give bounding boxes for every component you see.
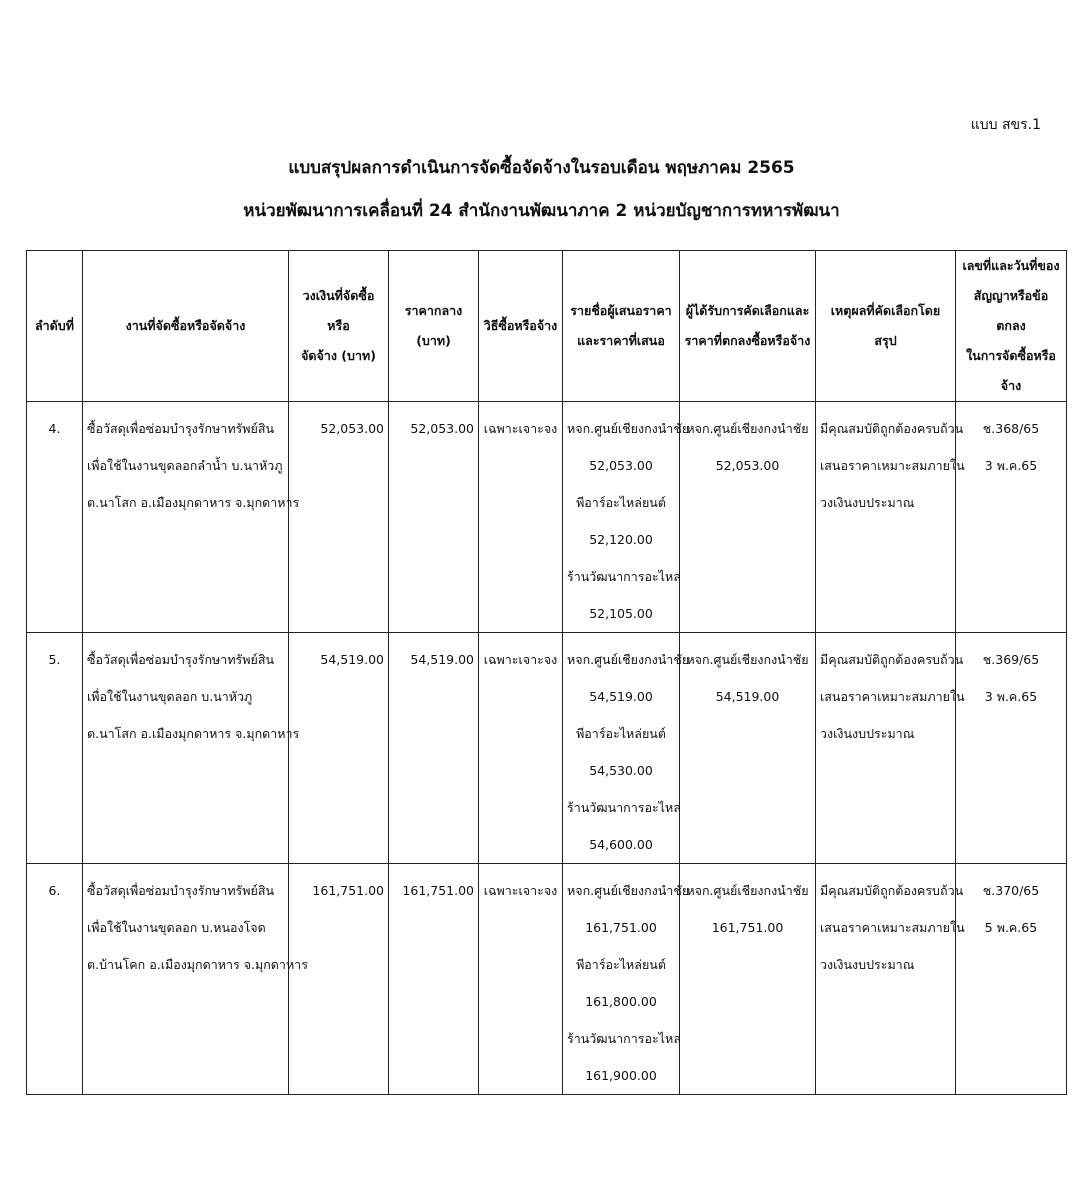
cell-median-price-text: 161,751.00 (402, 883, 474, 898)
cell-reason-text: เสนอราคาเหมาะสมภายใน (820, 458, 965, 473)
cell-contract-text: 3 พ.ค.65 (984, 458, 1038, 473)
cell-bidders-text: พีอาร์อะไหล่ยนต์ (576, 495, 666, 510)
header-no (27, 251, 83, 402)
table-row (27, 402, 1067, 633)
procurement-table (26, 250, 1067, 1095)
header-text: งานที่จัดซื้อหรือจัดจ้าง (125, 318, 246, 333)
cell-contract (956, 402, 1067, 633)
header-text: สัญญาหรือข้อตกลง (973, 288, 1049, 333)
cell-method-text: เฉพาะเจาะจง (483, 652, 558, 667)
header-reason (816, 251, 956, 402)
cell-bidders-text: หจก.ศูนย์เชียงกงนำชัย (567, 652, 690, 667)
header-budget (289, 251, 389, 402)
cell-reason (816, 633, 965, 864)
header-text: จัดจ้าง (บาท) (301, 348, 376, 363)
header-text: และราคาที่เสนอ (577, 333, 665, 348)
cell-budget-text: 161,751.00 (312, 883, 384, 898)
cell-no-text: 4. (48, 421, 61, 436)
cell-winner (680, 864, 816, 1095)
cell-winner-text: หจก.ศูนย์เชียงกงนำชัย (686, 421, 809, 436)
cell-no (27, 402, 83, 633)
cell-winner (680, 402, 816, 633)
cell-contract-text: 3 พ.ค.65 (984, 689, 1038, 704)
cell-bidders-text: 161,751.00 (585, 920, 657, 935)
cell-bidders-text: 54,519.00 (589, 689, 653, 704)
cell-bidders-text: หจก.ศูนย์เชียงกงนำชัย (567, 421, 690, 436)
cell-method (479, 633, 563, 864)
cell-contract-text: ช.369/65 (982, 652, 1040, 667)
cell-item-text: เพื่อใช้ในงานขุดลอก บ.หนองโจด (87, 920, 266, 935)
header-text: รายชื่อผู้เสนอราคา (570, 303, 672, 318)
cell-bidders-text: 52,120.00 (589, 532, 653, 547)
cell-winner-text: 161,751.00 (711, 920, 784, 935)
cell-reason-text: เสนอราคาเหมาะสมภายใน (820, 920, 965, 935)
cell-bidders-text: หจก.ศูนย์เชียงกงนำชัย (567, 883, 690, 898)
cell-reason-text: มีคุณสมบัติถูกต้องครบถ้วน (820, 421, 964, 436)
header-text: เหตุผลที่คัดเลือกโดยสรุป (830, 303, 941, 348)
cell-winner-text: 54,519.00 (715, 689, 780, 704)
cell-bidders-text: ร้านวัฒนาการอะไหล่ (567, 800, 681, 815)
cell-bidders-text: ร้านวัฒนาการอะไหล่ (567, 569, 681, 584)
cell-item-text: ซื้อวัสดุเพื่อซ่อมบำรุงรักษาทรัพย์สิน (87, 652, 275, 667)
cell-winner-text: หจก.ศูนย์เชียงกงนำชัย (686, 652, 809, 667)
table-row (27, 864, 1067, 1095)
header-text: ลำดับที่ (35, 318, 74, 333)
cell-contract-text: ช.368/65 (982, 421, 1040, 436)
cell-bidders-text: 54,530.00 (589, 763, 653, 778)
cell-bidders-text: 52,105.00 (589, 606, 653, 621)
cell-contract (956, 864, 1067, 1095)
header-text: วงเงินที่จัดซื้อหรือ (302, 288, 375, 333)
cell-method-text: เฉพาะเจาะจง (483, 421, 558, 436)
cell-bidders (563, 633, 690, 864)
header-item (83, 251, 289, 402)
cell-bidders (563, 402, 690, 633)
cell-item-text: ซื้อวัสดุเพื่อซ่อมบำรุงรักษาทรัพย์สิน (87, 883, 275, 898)
cell-method (479, 402, 563, 633)
header-text: ราคาที่ตกลงซื้อหรือจ้าง (684, 333, 811, 348)
cell-median-price-text: 54,519.00 (410, 652, 474, 667)
cell-bidders-text: 54,600.00 (589, 837, 653, 852)
cell-reason (816, 402, 965, 633)
cell-bidders-text: 161,800.00 (585, 994, 657, 1009)
cell-item-text: ซื้อวัสดุเพื่อซ่อมบำรุงรักษาทรัพย์สิน (87, 421, 275, 436)
cell-median-price (389, 864, 479, 1095)
cell-method-text: เฉพาะเจาะจง (483, 883, 558, 898)
cell-bidders-text: ร้านวัฒนาการอะไหล่ (567, 1031, 681, 1046)
cell-bidders-text: พีอาร์อะไหล่ยนต์ (576, 957, 666, 972)
cell-budget (289, 864, 389, 1095)
cell-item (83, 633, 300, 864)
header-contract (956, 251, 1067, 402)
header-row (27, 251, 1067, 402)
cell-no (27, 864, 83, 1095)
cell-method (479, 864, 563, 1095)
cell-budget (289, 402, 389, 633)
cell-no-text: 6. (48, 883, 61, 898)
document-title: แบบสรุปผลการดำเนินการจัดซื้อจัดจ้างในรอบเดือน พฤษภาคม 2565 (288, 158, 795, 178)
cell-median-price-text: 52,053.00 (410, 421, 474, 436)
header-text: ในการจัดซื้อหรือจ้าง (966, 348, 1056, 393)
cell-winner-text: 52,053.00 (715, 458, 780, 473)
document-subtitle: หน่วยพัฒนาการเคลื่อนที่ 24 สำนักงานพัฒนาภาค 2 หน่วยบัญชาการทหารพัฒนา (243, 201, 840, 221)
cell-median-price (389, 633, 479, 864)
cell-no-text: 5. (48, 652, 61, 667)
cell-contract-text: 5 พ.ค.65 (984, 920, 1038, 935)
header-bidders (563, 251, 680, 402)
cell-reason-text: มีคุณสมบัติถูกต้องครบถ้วน (820, 883, 964, 898)
cell-winner (680, 633, 816, 864)
header-text: วิธีซื้อหรือจ้าง (483, 318, 558, 333)
header-winner (680, 251, 816, 402)
cell-bidders (563, 864, 690, 1095)
cell-item-text: เพื่อใช้ในงานขุดลอก บ.นาหัวภู (87, 689, 253, 704)
form-code: แบบ สขร.1 (970, 117, 1041, 133)
header-method (479, 251, 563, 402)
cell-reason-text: วงเงินงบประมาณ (820, 726, 915, 741)
cell-item (83, 402, 300, 633)
cell-contract-text: ช.370/65 (982, 883, 1040, 898)
cell-budget-text: 54,519.00 (320, 652, 384, 667)
cell-median-price (389, 402, 479, 633)
cell-bidders-text: พีอาร์อะไหล่ยนต์ (576, 726, 666, 741)
cell-winner-text: หจก.ศูนย์เชียงกงนำชัย (686, 883, 809, 898)
cell-reason-text: วงเงินงบประมาณ (820, 495, 915, 510)
header-text: (บาท) (416, 333, 451, 348)
cell-item-text: ต.นาโสก อ.เมืองมุกดาหาร จ.มุกดาหาร (87, 726, 300, 741)
cell-bidders-text: 161,900.00 (585, 1068, 657, 1083)
cell-item (83, 864, 308, 1095)
cell-reason-text: มีคุณสมบัติถูกต้องครบถ้วน (820, 652, 964, 667)
cell-reason (816, 864, 965, 1095)
cell-contract (956, 633, 1067, 864)
cell-item-text: ต.นาโสก อ.เมืองมุกดาหาร จ.มุกดาหาร (87, 495, 300, 510)
cell-budget (289, 633, 389, 864)
table-row (27, 633, 1067, 864)
cell-bidders-text: 52,053.00 (589, 458, 653, 473)
header-text: ผู้ได้รับการคัดเลือกและ (685, 303, 810, 318)
cell-item-text: เพื่อใช้ในงานขุดลอกลำน้ำ บ.นาหัวภู (87, 458, 283, 473)
header-median-price (389, 251, 479, 402)
cell-item-text: ต.บ้านโคก อ.เมืองมุกดาหาร จ.มุกดาหาร (87, 957, 308, 972)
header-text: เลขที่และวันที่ของ (962, 258, 1060, 273)
cell-reason-text: เสนอราคาเหมาะสมภายใน (820, 689, 965, 704)
cell-no (27, 633, 83, 864)
header-text: ราคากลาง (404, 303, 463, 318)
cell-budget-text: 52,053.00 (320, 421, 384, 436)
cell-reason-text: วงเงินงบประมาณ (820, 957, 915, 972)
